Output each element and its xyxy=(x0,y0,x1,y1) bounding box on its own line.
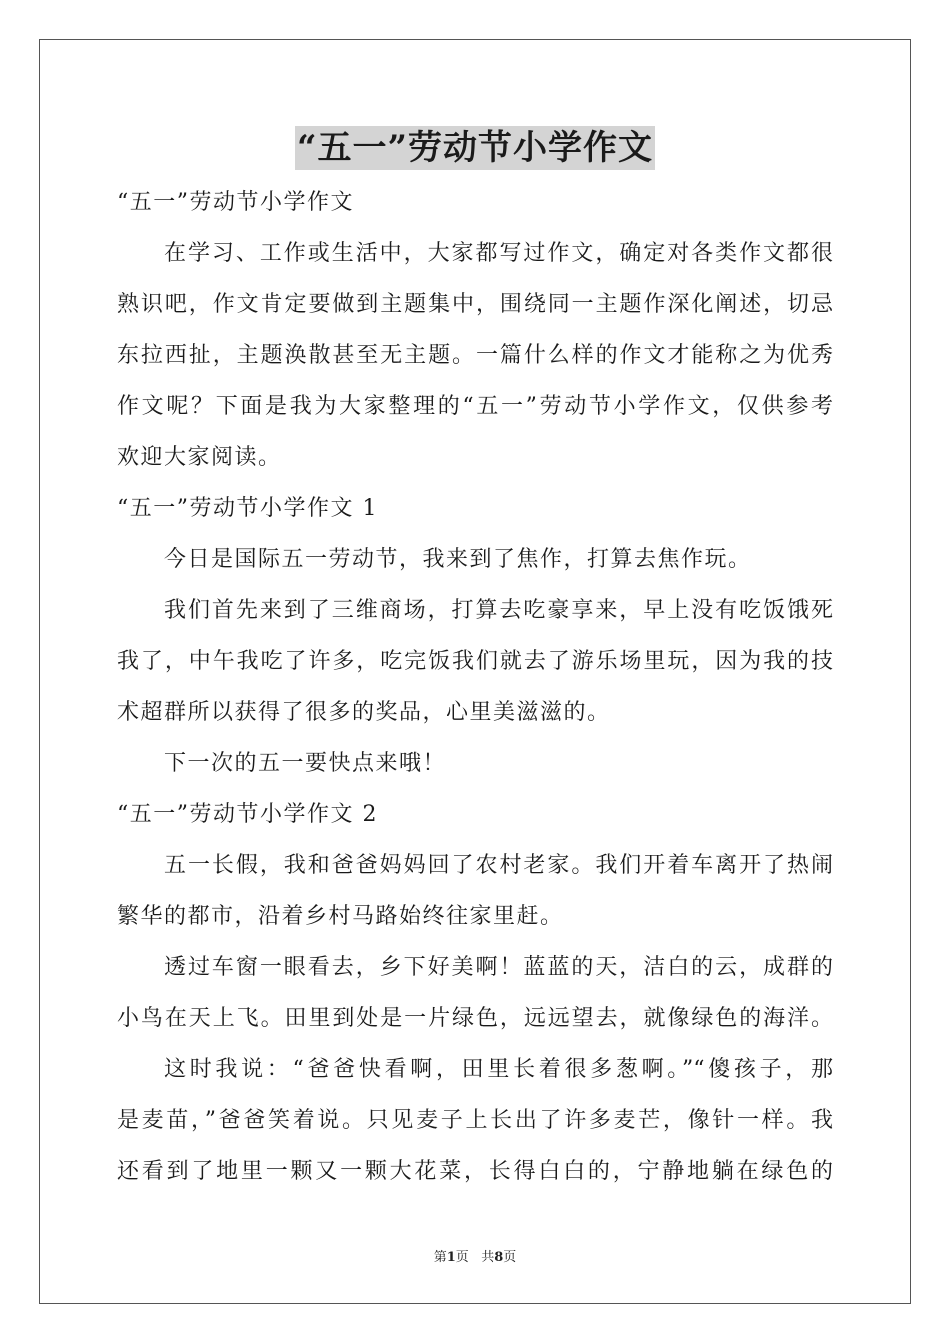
text-line: 术超群所以获得了很多的奖品，心里美滋滋的。 xyxy=(117,700,611,725)
text-line: 在学习、工作或生活中，大家都写过作文，确定对各类作文都很 xyxy=(164,241,833,266)
document-body xyxy=(117,177,833,1197)
text-line: 欢迎大家阅读。 xyxy=(117,445,282,470)
text-line: “五一”劳动节小学作文 xyxy=(117,190,354,215)
text-line: 熟识吧，作文肯定要做到主题集中，围绕同一主题作深化阐述，切忌 xyxy=(117,292,833,317)
total-pages: 8 xyxy=(494,1250,504,1265)
text-line: 我了，中午我吃了许多，吃完饭我们就去了游乐场里玩，因为我的技 xyxy=(117,649,833,674)
page-suffix: 页 xyxy=(455,1250,469,1265)
title-area xyxy=(0,126,950,170)
text-line: 下一次的五一要快点来哦！ xyxy=(164,751,447,776)
text-line: 东拉西扯，主题涣散甚至无主题。一篇什么样的作文才能称之为优秀 xyxy=(117,343,833,368)
text-line: 今日是国际五一劳动节，我来到了焦作，打算去焦作玩。 xyxy=(164,547,752,572)
text-line: 还看到了地里一颗又一颗大花菜，长得白白的，宁静地躺在绿色的 xyxy=(117,1159,833,1184)
text-line: 繁华的都市，沿着乡村马路始终往家里赶。 xyxy=(117,904,564,929)
text-line: 这时我说：“爸爸快看啊，田里长着很多葱啊。”“傻孩子，那 xyxy=(164,1057,833,1082)
text-line: 我们首先来到了三维商场，打算去吃豪享来，早上没有吃饭饿死 xyxy=(164,598,833,623)
page-footer xyxy=(0,1246,950,1265)
text-line: 是麦苗，”爸爸笑着说。只见麦子上长出了许多麦芒，像针一样。我 xyxy=(117,1108,833,1133)
total-prefix: 共 xyxy=(481,1250,495,1265)
text-line: 透过车窗一眼看去，乡下好美啊！蓝蓝的天，洁白的云，成群的 xyxy=(164,955,833,980)
page-prefix: 第 xyxy=(433,1250,447,1265)
text-line: 小鸟在天上飞。田里到处是一片绿色，远远望去，就像绿色的海洋。 xyxy=(117,1006,833,1031)
page-number: 1 xyxy=(446,1250,456,1265)
text-line: “五一”劳动节小学作文 1 xyxy=(117,496,378,521)
total-suffix: 页 xyxy=(503,1250,517,1265)
document-title: “五一”劳动节小学作文 xyxy=(296,128,654,168)
text-line: 五一长假，我和爸爸妈妈回了农村老家。我们开着车离开了热闹 xyxy=(164,853,833,878)
text-line: “五一”劳动节小学作文 2 xyxy=(117,802,378,827)
text-line: 作文呢？下面是我为大家整理的“五一”劳动节小学作文，仅供参考 xyxy=(117,394,833,419)
